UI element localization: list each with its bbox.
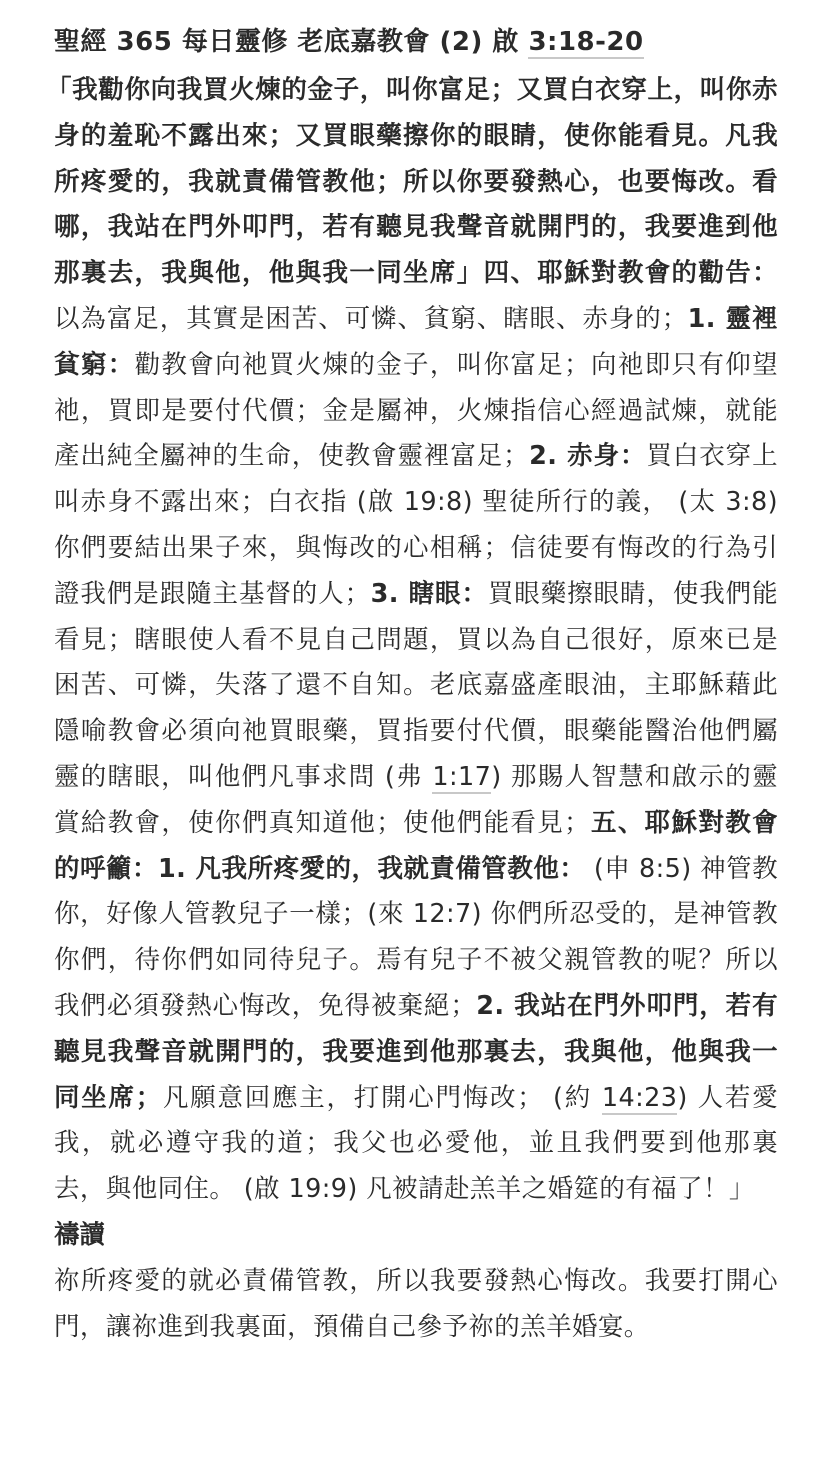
point-2-heading: 2. 赤身：: [529, 441, 647, 472]
point-3-text-b: ) 那賜人智慧和啟示的靈賞給教會，使你們真知道他；使他們能看見；: [54, 761, 778, 838]
section-5-heading: 五、耶穌對教會的呼籲：1. 凡我所疼愛的，我就責備管教他：: [54, 807, 778, 884]
ephesians-reference-link[interactable]: 1:17: [432, 761, 492, 792]
point-1-text: 勸教會向祂買火煉的金子，叫你富足；向祂即只有仰望祂，買即是要付代價；金是屬神，火煉指信心經過試煉，就能產出純全屬神的生命，使教會靈裡富足；: [54, 349, 779, 472]
point-5-2-text-b: ) 人若愛我，就必遵守我的道；我父也必愛他，並且我們要到他那裏去，與他同住。 (啟 19:9) 凡被請赴羔羊之婚筵的有福了！」: [54, 1082, 778, 1205]
devotional-body: [46, 68, 779, 1213]
point-5-2-heading: 2. 我站在門外叩門，若有聽見我聲音就開門的，我要進到他那裏去，我與他，他與我一同坐席；: [54, 990, 778, 1113]
point-1-heading: 1. 靈裡貧窮：: [54, 303, 778, 380]
point-3-heading: 3. 瞎眼：: [370, 578, 488, 609]
prayer-heading: 禱讀: [54, 1219, 106, 1250]
point-3-text-a: 買眼藥擦眼睛，使我們能看見；瞎眼使人看不見自己問題，買以為自己很好，原來已是困苦、可憐，失落了還不自知。老底嘉盛產眼油，主耶穌藉此隱喻教會必須向祂買眼藥，買指要付代價，眼藥能醫治他們屬靈的瞎眼，叫他們凡事求問 (弗: [54, 578, 779, 792]
john-reference-link[interactable]: 14:23: [601, 1082, 678, 1113]
point-5-2-text-a: 凡願意回應主，打開心門悔改； (約: [161, 1082, 602, 1113]
scripture-reference-link[interactable]: 3:18-20: [528, 27, 644, 57]
section-4-intro: 以為富足，其實是困苦、可憐、貧窮、瞎眼、赤身的；: [54, 303, 688, 334]
quoted-verse: 「我勸你向我買火煉的金子，叫你富足；又買白衣穿上，叫你赤身的羞恥不露出來；又買眼藥擦你的眼睛，使你能看見。凡我所疼愛的，我就責備管教他；所以你要發熱心，也要悔改。看哪，我站在門外叩門，若有聽見我聲音就開門的，我要進到他那裏去，我與他，他與我一同坐席」: [46, 75, 778, 289]
prayer-text: 祢所疼愛的就必責備管教，所以我要發熱心悔改。我要打開心門，讓祢進到我裏面，預備自己參予祢的羔羊婚宴。: [54, 1265, 778, 1342]
page-title: [54, 22, 778, 62]
title-prefix: 聖經 365 每日靈修 老底嘉教會 (2) 啟: [54, 27, 529, 57]
section-4-heading: 四、耶穌對教會的勸告：: [483, 258, 778, 289]
section-5-text: (申 8:5) 神管教你，好像人管教兒子一樣；(來 12:7) 你們所忍受的，是神管教你們，待你們如同待兒子。焉有兒子不被父親管教的呢？所以我們必須發熱心悔改，免得被棄絕；: [54, 853, 779, 1021]
point-2-text: 買白衣穿上叫赤身不露出來；白衣指 (啟 19:8) 聖徒所行的義， (太 3:8) 你們要結出果子來，與悔改的心相稱；信徒要有悔改的行為引證我們是跟隨主基督的人；: [54, 441, 778, 609]
